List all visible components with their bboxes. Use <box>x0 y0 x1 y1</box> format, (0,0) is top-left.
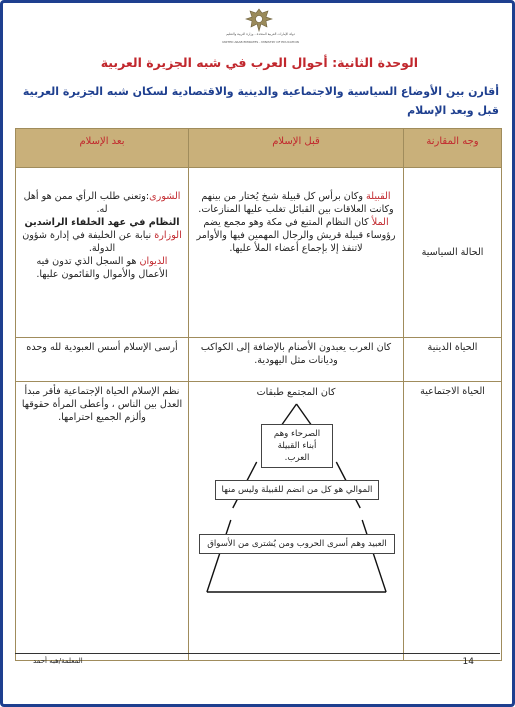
pyramid-level-nobles: الصرحاء وهم أبناء القبيلة العرب. <box>261 424 333 468</box>
uae-emblem-icon <box>241 7 277 33</box>
political-after-p3 <box>21 255 183 281</box>
header-aspect: وجه المقارنة <box>404 129 502 168</box>
term-mala: الملأ <box>371 217 389 228</box>
unit-title: الوحدة الثانية: أحوال العرب في شبه الجزيرة العربية <box>100 55 418 70</box>
instruction-text: أقارن بين الأوضاع السياسية والاجتماعية والدينية والاقتصادية لسكان شبه الجزيرة العربية قبل وبعد الإسلام <box>22 85 499 117</box>
table-header-row <box>16 129 502 168</box>
pyramid-level-slaves: العبيد وهم أسرى الحروب ومن يُشترى من الأسواق <box>199 534 395 554</box>
row-label-religious: الحياة الدينية <box>404 338 502 382</box>
row-label-political: الحالة السياسية <box>404 168 502 338</box>
ministry-name-ar: دولة الإمارات العربية المتحدة - وزارة التربية والتعليم <box>226 32 295 36</box>
political-after-p1 <box>21 190 183 216</box>
social-pyramid-cell <box>189 382 404 661</box>
pyramid-title: كان المجتمع طبقات <box>256 387 336 398</box>
page-number: 14 <box>462 657 474 667</box>
term-wizara: الوزارة <box>154 230 182 241</box>
pyramid-level-clients: الموالي هو كل من انضم للقبيلة وليس منها <box>215 480 379 500</box>
social-after-cell: نظم الإسلام الحياة الإجتماعية فأقر مبدأ العدل بين الناس ، وأعطى المرأة حقوقها وألزم الجميع احترامها. <box>16 382 189 661</box>
term-tribe: القبيلة <box>366 191 391 202</box>
diwan-description: هو السجل الذي تدون فيه الأعمال والأموال والقائمون عليها. <box>36 256 168 280</box>
political-after-p2 <box>21 229 183 255</box>
header-after-islam: بعد الإسلام <box>16 129 189 168</box>
ministry-name-en: UNITED ARAB EMIRATES - MINISTRY OF EDUCATION <box>222 40 299 44</box>
political-after-cell <box>16 168 189 338</box>
table-row-social <box>16 382 502 661</box>
political-before-cell <box>189 168 404 338</box>
political-before-p1 <box>194 190 398 216</box>
comparison-table <box>15 128 502 661</box>
header-before-islam: قبل الإسلام <box>189 129 404 168</box>
religious-after-cell: أرسى الإسلام أسس العبودية لله وحده <box>16 338 189 382</box>
row-label-social: الحياة الاجتماعية <box>404 382 502 661</box>
political-before-p2 <box>194 216 398 255</box>
table-row-religious <box>16 338 502 382</box>
table-row-political <box>16 168 502 338</box>
wizara-description: نيابة عن الخليفة في إدارة شؤون الدولة. <box>22 230 155 254</box>
mala-description: كان النظام المتبع في مكة وهو مجمع يضم رؤوساء قبيلة قريش والرجال المهمين فيها والأوامر لاتنفذ إلا بإجماع أعضاء الملأ عليها. <box>196 217 396 254</box>
tribe-description: وكان برأس كل قبيلة شيخ يُختار من بينهم وكانت العلاقات بين القبائل تغلب عليها المنازعات. <box>198 191 394 215</box>
term-diwan: الديوان <box>139 256 168 267</box>
shura-description: :وتعني طلب الرأي ممن هو أهل له. <box>23 191 150 215</box>
rashidun-heading: النظام في عهد الخلفاء الراشدين <box>24 217 180 228</box>
footer-divider <box>15 653 500 654</box>
teacher-name: المعلمة/هبه أحمد <box>33 657 83 665</box>
religious-before-cell: كان العرب يعبدون الأصنام بالإضافة إلى الكواكب وديانات مثل اليهودية. <box>189 338 404 382</box>
term-shura: الشورى <box>149 191 181 202</box>
